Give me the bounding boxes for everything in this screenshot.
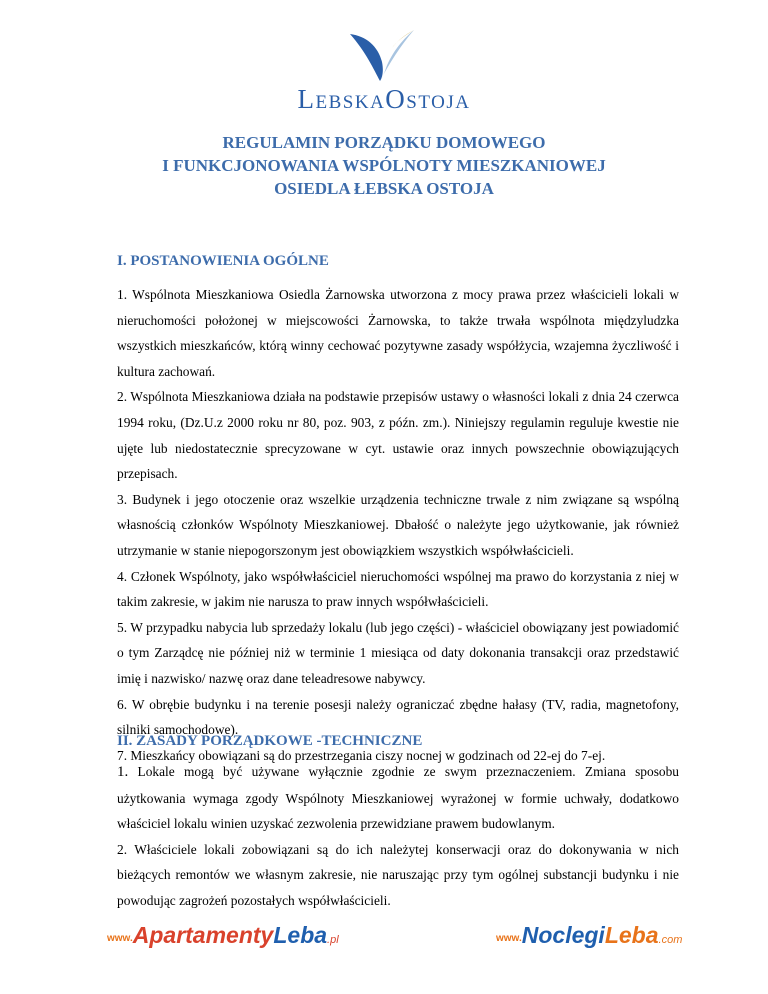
section-2-body: [117, 759, 679, 914]
logo-text: LebskaOstoja: [297, 84, 471, 114]
section-heading-1: I. POSTANOWIENIA OGÓLNE: [117, 253, 329, 269]
footer-prefix: www.: [496, 933, 522, 944]
footer-brand-part1: Noclegi: [521, 922, 605, 948]
paragraph: [117, 759, 679, 837]
paragraph: [117, 837, 679, 914]
footer-link-apartamentyleba[interactable]: [107, 922, 339, 949]
footer-suffix: .com: [658, 934, 683, 946]
title-line-2: I FUNKCJONOWANIA WSPÓLNOTY MIESZKANIOWEJ: [162, 156, 606, 175]
title-line-3: OSIEDLA ŁEBSKA OSTOJA: [274, 179, 494, 198]
paragraph: 7. Mieszkańcy obowiązani są do przestrzegania ciszy nocnej w godzinach od 22-ej do 7-ej.: [117, 747, 606, 763]
section-heading-2: II. ZASADY PORZĄDKOWE -TECHNICZNE: [117, 733, 423, 749]
logo: [0, 28, 768, 115]
paragraph: 2. Wspólnota Mieszkaniowa działa na podstawie przepisów ustawy o własności lokali z dnia 24 czerwca 1994 roku, (Dz.U.z 2000 roku nr 80, poz. 903, z późn. zm.). Niniejszy regulamin reguluje kwestie nie ujęte lub niedostatecznie sprecyzowane w cyt. ustawie oraz innych powszechnie obowiązujących przepisach.: [117, 389, 679, 482]
section-1-body: [117, 282, 679, 768]
footer-suffix: .pl: [327, 934, 339, 946]
paragraph: 6. W obrębie budynku i na terenie posesji należy ograniczać zbędne hałasy (TV, radia, magnetofony, silniki samochodowe).: [117, 696, 679, 738]
paragraph: 3. Budynek i jego otoczenie oraz wszelkie urządzenia techniczne trwale z nim związane są wspólną własnością członków Wspólnoty Mieszkaniowej. Dbałość o należyte jego użytkowanie, jak również utrzymanie w stanie niepogorszonym jest obowiązkiem wszystkich współwłaścicieli.: [117, 491, 679, 558]
footer-prefix: www.: [107, 933, 133, 944]
paragraph-number: 1.: [117, 764, 129, 780]
paragraph: 5. W przypadku nabycia lub sprzedaży lokalu (lub jego części) - właściciel obowiązany jest powiadomić o tym Zarządcę nie później niż w terminie 1 miesiąca od daty dokonania transakcji oraz przedstawić imię i nazwisko/ nazwę oraz dane teleadresowe nabywcy.: [117, 619, 679, 686]
bird-logo-icon: [344, 28, 424, 82]
title-line-1: REGULAMIN PORZĄDKU DOMOWEGO: [222, 133, 546, 152]
footer-link-noclegileba[interactable]: [496, 922, 682, 949]
paragraph-text: Lokale mogą być używane wyłącznie zgodnie ze swym przeznaczeniem. Zmiana sposobu użytkowania wymaga zgody Wspólnoty Mieszkaniowej wyrażonej w formie uchwały, dodatkowo właściciel lokalu winien uzyskać zezwolenia przewidziane prawem budowlanym.: [117, 764, 679, 832]
paragraph: 1. Wspólnota Mieszkaniowa Osiedla Żarnowska utworzona z mocy prawa przez właścicieli lokali w nieruchomości położonej w miejscowości Żarnowska, to także trwała wspólnota międzyludzka wszystkich mieszkańców, którą winny cechować pozytywne zasady współżycia, wzajemna życzliwość i kultura zachowań.: [117, 287, 679, 379]
paragraph-text: 2. Właściciele lokali zobowiązani są do ich należytej konserwacji oraz do dokonywania w nich bieżących remontów we własnym zakresie, nie naruszając przy tym ogólnej substancji budynku i nie powodując zagrożeń pozostałych współwłaścicieli.: [117, 841, 679, 908]
footer-brand-part2: Leba: [604, 922, 659, 948]
footer-brand-part2: Leba: [273, 922, 328, 948]
document-title: [0, 131, 768, 200]
footer-brand-part1: Apartamenty: [132, 922, 274, 948]
paragraph: 4. Członek Wspólnoty, jako współwłaściciel nieruchomości wspólnej ma prawo do korzystania z niej w takim zakresie, w jakim nie narusza to praw innych współwłaścicieli.: [117, 568, 679, 610]
